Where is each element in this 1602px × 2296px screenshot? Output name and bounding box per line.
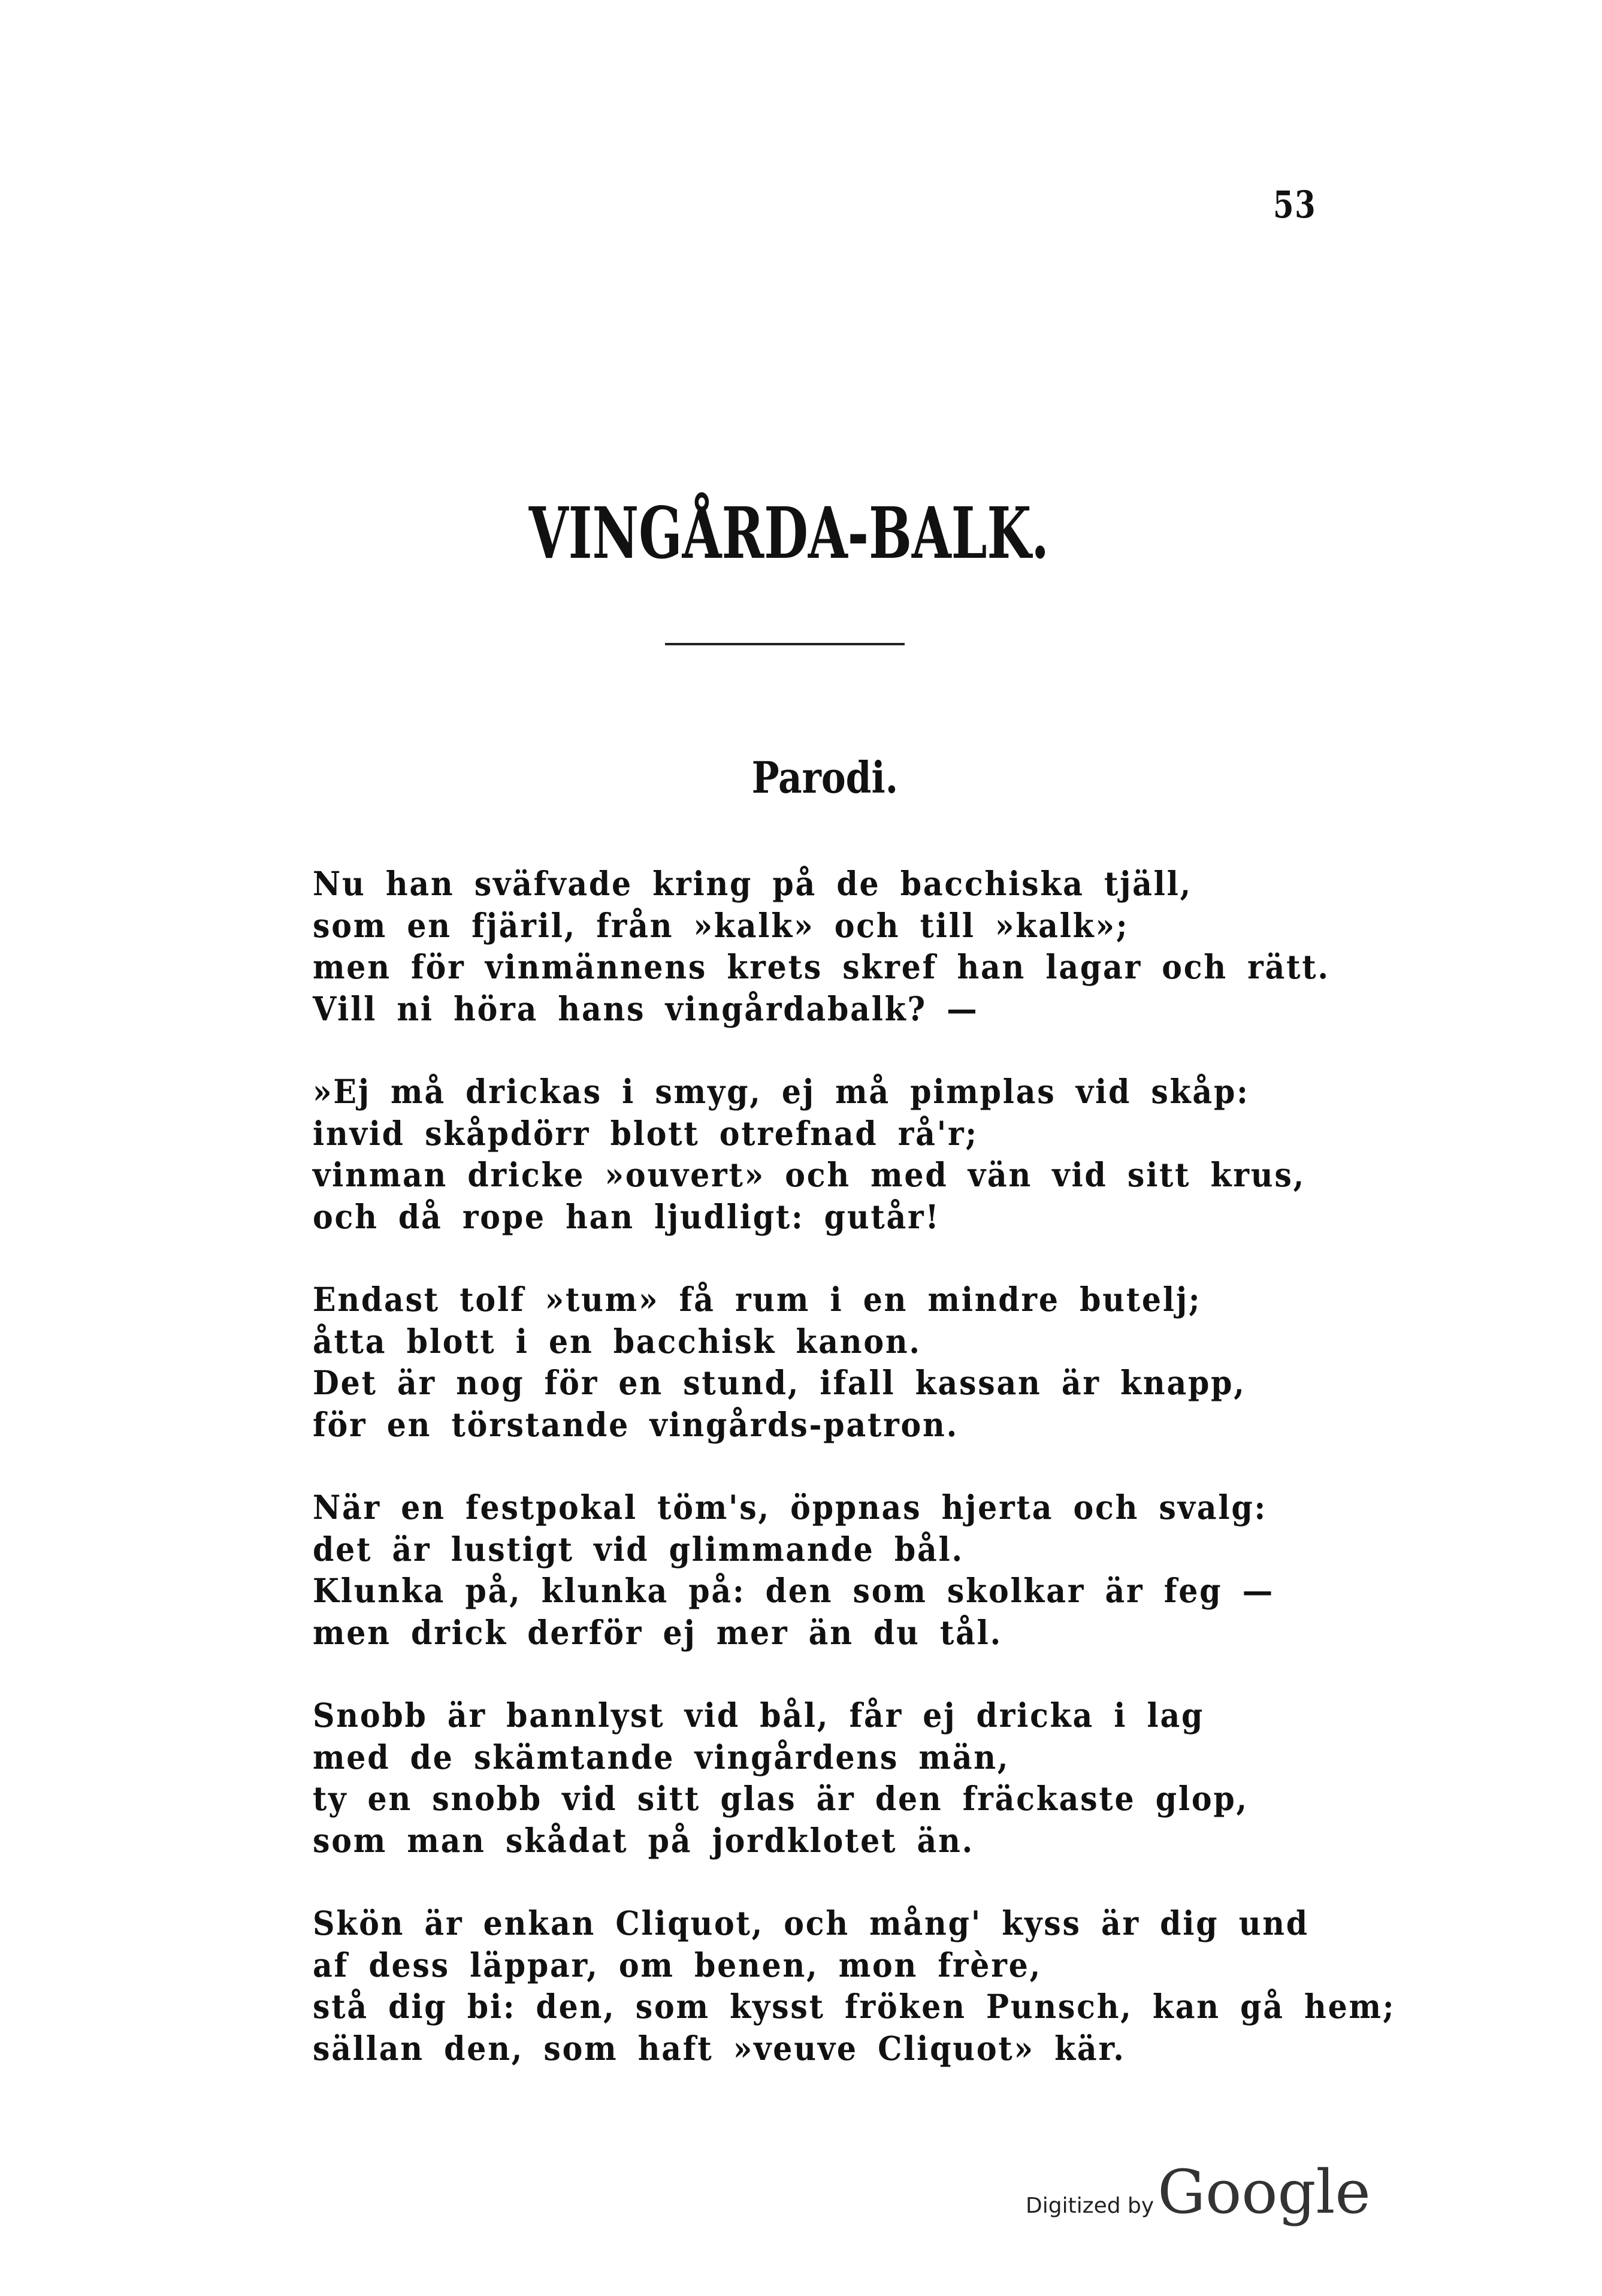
page-number: 53: [1273, 183, 1317, 226]
poem-line: Snobb är bannlyst vid bål, får ej dricka i lag: [313, 1696, 1205, 1735]
poem-line: och då rope han ljudligt: gutår!: [313, 1197, 941, 1236]
poem-line: invid skåpdörr blott otrefnad rå'r;: [313, 1113, 978, 1153]
poem-line: det är lustigt vid glimmande bål.: [313, 1529, 964, 1569]
digitized-by-label: Digitized by: [1026, 2194, 1154, 2218]
poem-line: men drick derför ej mer än du tål.: [313, 1612, 1003, 1652]
poem-line: som en fjäril, från »kalk» och till »kalk»;: [313, 905, 1129, 945]
title-divider: [665, 643, 905, 645]
poem-line: med de skämtande vingårdens män,: [313, 1737, 1010, 1777]
poem-line: Vill ni höra hans vingårdabalk? —: [313, 989, 979, 1028]
poem-subtitle: [0, 752, 1602, 803]
poem-line: vinman dricke »ouvert» och med vän vid sitt krus,: [313, 1155, 1305, 1194]
poem-line: När en festpokal töm's, öppnas hjerta och svalg:: [313, 1488, 1267, 1527]
poem-body: [313, 863, 1396, 2110]
poem-line: men för vinmännens krets skref han lagar och rätt.: [313, 947, 1330, 986]
poem-line: för en törstande vingårds-patron.: [313, 1404, 959, 1444]
poem-line: Klunka på, klunka på: den som skolkar är feg —: [313, 1571, 1274, 1610]
poem-line: stå dig bi: den, som kysst fröken Punsch, kan gå hem;: [313, 1987, 1396, 2026]
stanza: [313, 1902, 1396, 2069]
poem-line: Skön är enkan Cliquot, och mång' kyss är dig und: [313, 1904, 1309, 1942]
poem-line: »Ej må drickas i smyg, ej må pimplas vid skåp:: [313, 1072, 1250, 1111]
poem-title: [0, 491, 1602, 575]
poem-title-text: VINGÅRDA-BALK.: [528, 491, 1050, 575]
google-logo: Google: [1157, 2157, 1371, 2227]
stanza: [313, 863, 1331, 1029]
poem-line: ty en snobb vid sitt glas är den fräckaste glop,: [313, 1779, 1249, 1818]
stanza: [313, 1487, 1331, 1653]
stanza: [313, 1694, 1331, 1861]
stanza: [313, 1071, 1331, 1237]
poem-line: som man skådat på jordklotet än.: [313, 1820, 974, 1860]
poem-line: sällan den, som haft »veuve Cliquot» kär.: [313, 2028, 1126, 2068]
poem-line: af dess läppar, om benen, mon frère,: [313, 1945, 1042, 1984]
poem-line: Nu han sväfvade kring på de bacchiska tjäll,: [313, 864, 1193, 903]
digitized-by-watermark: [1026, 2157, 1371, 2227]
poem-subtitle-text: Parodi.: [751, 752, 899, 803]
stanza: [313, 1279, 1331, 1445]
poem-line: Det är nog för en stund, ifall kassan är knapp,: [313, 1363, 1246, 1402]
poem-line: åtta blott i en bacchisk kanon.: [313, 1321, 921, 1361]
poem-line: Endast tolf »tum» få rum i en mindre butelj;: [313, 1280, 1202, 1319]
